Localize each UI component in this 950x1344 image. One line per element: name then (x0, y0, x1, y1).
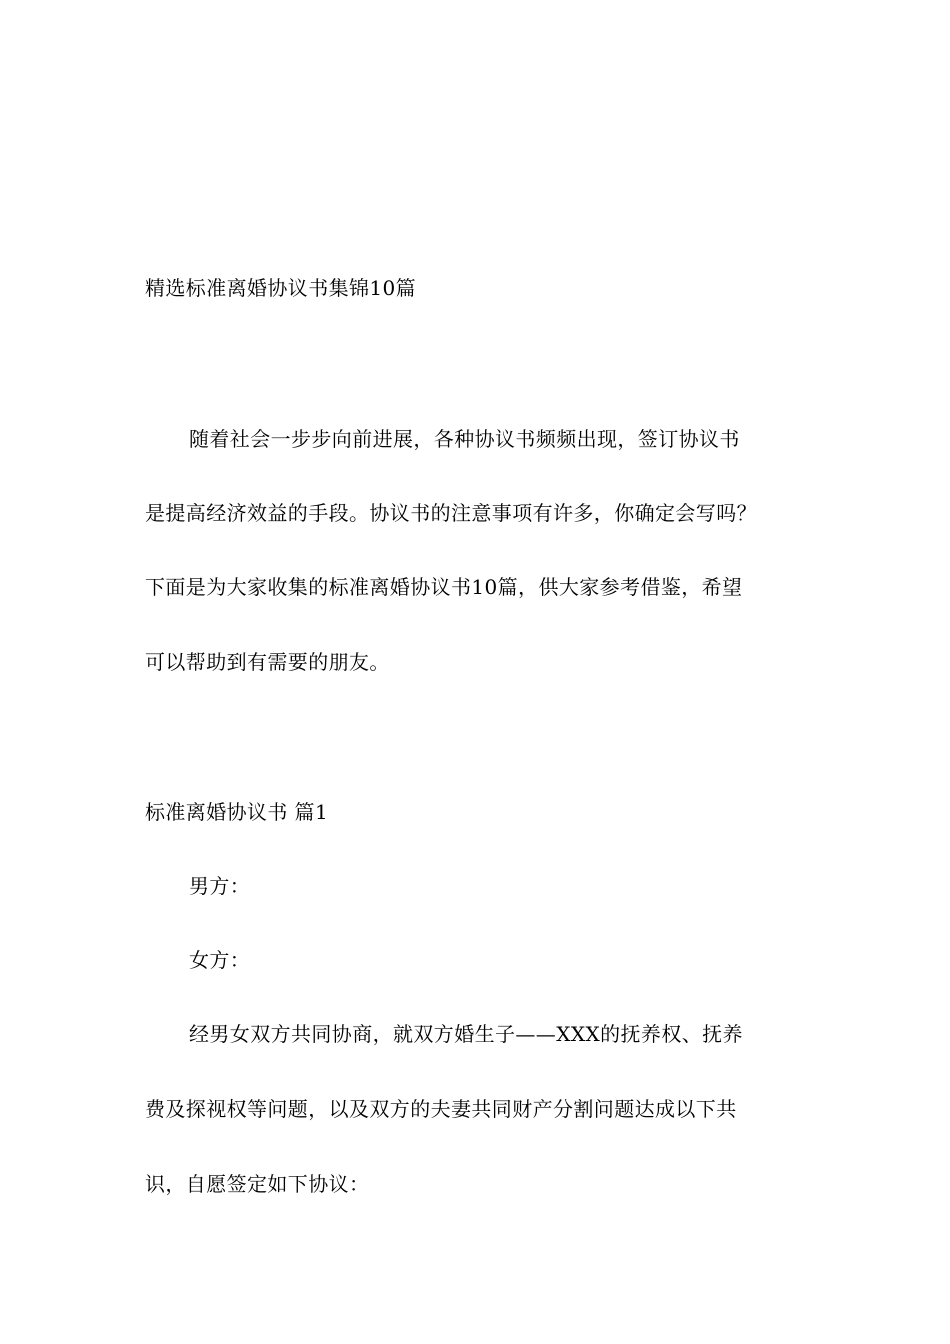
intro-line-4: 可以帮助到有需要的朋友。 (145, 650, 390, 674)
body-line-2: 费及探视权等问题，以及双方的夫妻共同财产分割问题达成以下共 (145, 1097, 737, 1121)
section-heading: 标准离婚协议书 篇1 (145, 800, 329, 824)
document-title: 精选标准离婚协议书集锦10篇 (145, 276, 417, 300)
party-female-label: 女方： (189, 948, 251, 972)
body-line-3: 识，自愿签定如下协议： (145, 1172, 370, 1196)
body-line-1: 经男女双方共同协商，就双方婚生子——XXX的抚养权、抚养 (189, 1022, 743, 1046)
intro-line-1: 随着社会一步步向前进展，各种协议书频频出现，签订协议书 (189, 427, 740, 451)
party-male-label: 男方： (189, 874, 251, 898)
intro-line-3: 下面是为大家收集的标准离婚协议书10篇，供大家参考借鉴，希望 (145, 575, 743, 599)
intro-line-2: 是提高经济效益的手段。协议书的注意事项有许多，你确定会写吗？ (145, 501, 757, 525)
